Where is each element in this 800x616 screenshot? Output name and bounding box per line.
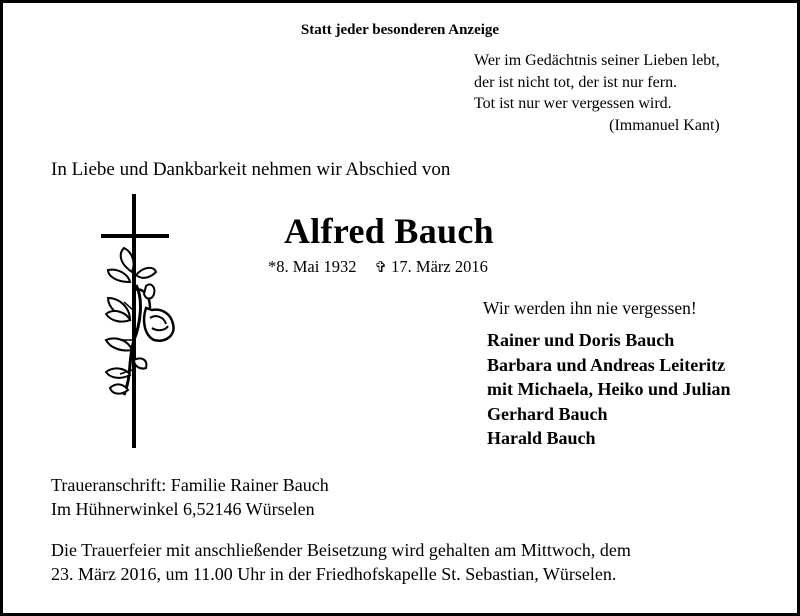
funeral-service-info bbox=[51, 538, 631, 586]
memorial-quote bbox=[474, 50, 720, 136]
quote-line: Wer im Gedächtnis seiner Lieben lebt, bbox=[474, 52, 720, 69]
quote-author: (Immanuel Kant) bbox=[609, 116, 720, 134]
notice-header: Statt jeder besonderen Anzeige bbox=[300, 22, 500, 38]
mourner-name: Barbara und Andreas Leiteritz bbox=[487, 354, 726, 375]
mourners-slogan: Wir werden ihn nie vergessen! bbox=[483, 298, 697, 318]
mourner-name: Gerhard Bauch bbox=[487, 403, 608, 424]
death-date: 17. März 2016 bbox=[391, 257, 488, 276]
address-line: Im Hühnerwinkel 6,52146 Würselen bbox=[51, 499, 315, 519]
deceased-name: Alfred Bauch bbox=[284, 211, 494, 251]
service-line: 23. März 2016, um 11.00 Uhr in der Friedhofskapelle St. Sebastian, Würselen. bbox=[51, 564, 617, 584]
address-line: Traueranschrift: Familie Rainer Bauch bbox=[51, 475, 329, 495]
quote-line: Tot ist nur wer vergessen wird. bbox=[474, 95, 672, 112]
mourner-name: mit Michaela, Heiko und Julian bbox=[487, 379, 731, 399]
mourning-address bbox=[51, 473, 329, 521]
mourner-name: Harald Bauch bbox=[487, 428, 596, 448]
intro-text: In Liebe und Dankbarkeit nehmen wir Abschied von bbox=[51, 159, 451, 180]
birth-date: *8. Mai 1932 bbox=[268, 257, 357, 276]
mourner-name: Rainer und Doris Bauch bbox=[487, 330, 675, 350]
mourners-list bbox=[487, 328, 731, 451]
life-dates bbox=[268, 257, 488, 277]
service-line: Die Trauerfeier mit anschließender Beisetzung wird gehalten am Mittwoch, dem bbox=[51, 540, 631, 560]
death-cross-icon: ✞ bbox=[374, 260, 388, 276]
cross-rose-icon bbox=[80, 190, 200, 452]
quote-line: der ist nicht tot, der ist nur fern. bbox=[474, 73, 678, 91]
